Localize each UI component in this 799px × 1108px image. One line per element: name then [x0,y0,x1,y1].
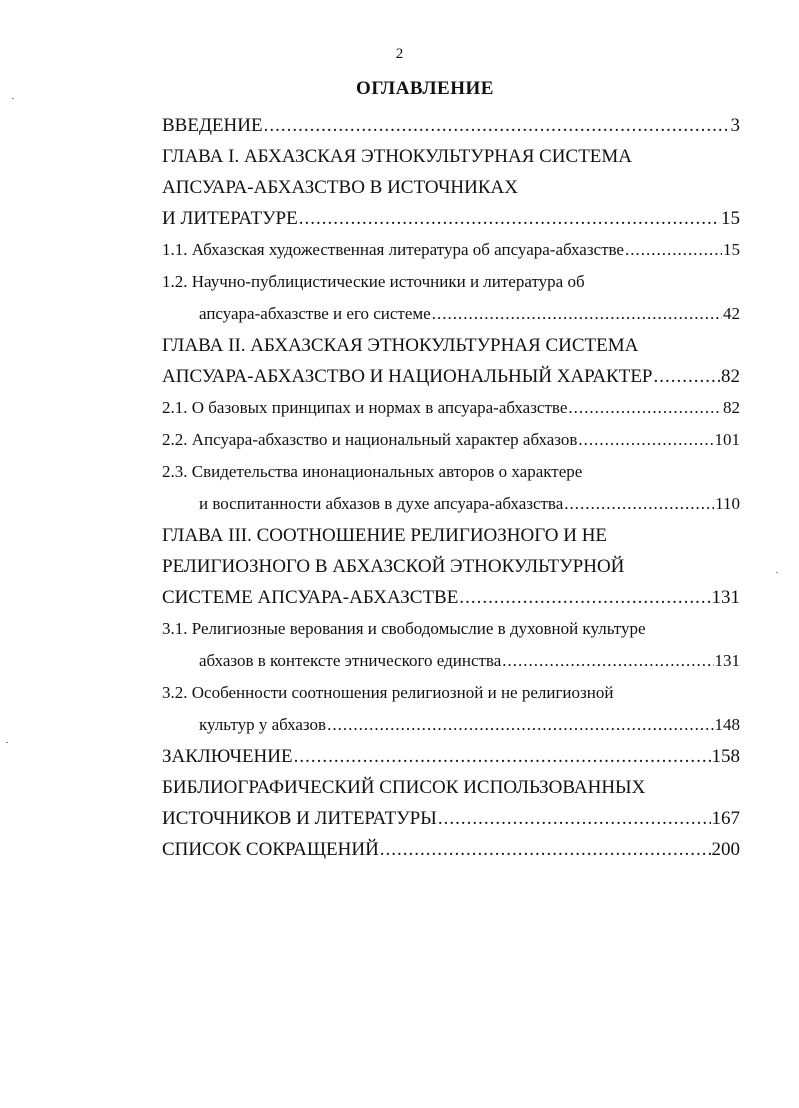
toc-entry-page: 82 [721,366,740,387]
toc-entry-page: 131 [711,587,740,608]
toc-entry-page: 167 [711,808,740,829]
toc-entry-text: АПСУАРА-АБХАЗСТВО И НАЦИОНАЛЬНЫЙ ХАРАКТЕР [162,366,653,387]
toc-entry [162,772,740,803]
toc-entry-text: ЗАКЛЮЧЕНИЕ [162,746,293,767]
toc-entry [162,709,740,741]
toc-entry [162,298,740,330]
toc-entry-page: 3 [730,115,740,136]
toc-entry-text: ВВЕДЕНИЕ [162,115,263,136]
scan-speck [6,742,8,743]
toc-entry-page: 15 [721,208,740,229]
toc-entry-text: СИСТЕМЕ АПСУАРА-АБХАЗСТВЕ [162,587,459,608]
toc-entry-text: БИБЛИОГРАФИЧЕСКИЙ СПИСОК ИСПОЛЬЗОВАННЫХ [162,777,646,798]
toc-entry [162,677,740,709]
dot-leader [654,361,721,392]
toc-entry-text: 3.2. Особенности соотношения религиозной и не религиозной [162,683,614,702]
toc-entry [162,803,740,834]
toc-entry [162,645,740,677]
toc-entry [162,392,740,424]
toc-entry-text: СПИСОК СОКРАЩЕНИЙ [162,839,379,860]
toc-entry [162,741,740,772]
toc-entry-text: 2.1. О базовых принципах и нормах в апсуара-абхазстве [162,398,568,417]
toc-entry [162,266,740,298]
dot-leader [568,392,722,424]
dot-leader [438,803,711,834]
toc-entry-text: ГЛАВА I. АБХАЗСКАЯ ЭТНОКУЛЬТУРНАЯ СИСТЕМА [162,146,633,167]
scan-speck [12,98,14,99]
toc-entry [162,424,740,456]
page-number: 2 [395,46,404,62]
toc-entry-page: 158 [711,746,740,767]
dot-leader [564,488,714,520]
toc-entry-text: 2.3. Свидетельства инонациональных авторов о характере [162,462,583,481]
dot-leader [294,741,711,772]
toc-entry-page: 110 [715,494,740,513]
toc-entry [162,361,740,392]
toc-entry [162,520,740,551]
table-of-contents [162,110,740,865]
page-title: ОГЛАВЛЕНИЕ [356,78,494,99]
toc-entry [162,110,740,141]
dot-leader [327,709,713,741]
dot-leader [380,834,711,865]
toc-entry-text: ГЛАВА III. СООТНОШЕНИЕ РЕЛИГИОЗНОГО И НЕ [162,525,608,546]
toc-entry [162,551,740,582]
toc-entry-text: абхазов в контексте этнического единства [199,651,502,670]
toc-entry-text: 1.1. Абхазская художественная литература об апсуара-абхазстве [162,240,624,259]
toc-entry-page: 15 [723,240,740,259]
toc-entry-page: 148 [714,715,740,734]
toc-entry [162,582,740,613]
toc-entry-text: 2.2. Апсуара-абхазство и национальный характер абхазов [162,430,578,449]
toc-entry [162,203,740,234]
dot-leader [264,110,730,141]
toc-entry-text: 3.1. Религиозные верования и свободомыслие в духовной культуре [162,619,646,638]
toc-entry-page: 42 [723,304,740,323]
toc-entry [162,141,740,172]
toc-entry [162,456,740,488]
toc-entry-text: РЕЛИГИОЗНОГО В АБХАЗСКОЙ ЭТНОКУЛЬТУРНОЙ [162,556,625,577]
toc-entry-text: 1.2. Научно-публицистические источники и литература об [162,272,585,291]
toc-entry-text: ИСТОЧНИКОВ И ЛИТЕРАТУРЫ [162,808,437,829]
toc-entry [162,834,740,865]
toc-entry-page: 200 [711,839,740,860]
dot-leader [459,582,710,613]
toc-entry [162,613,740,645]
toc-entry [162,330,740,361]
toc-entry-page: 82 [723,398,740,417]
dot-leader [502,645,713,677]
toc-entry-text: АПСУАРА-АБХАЗСТВО В ИСТОЧНИКАХ [162,177,518,198]
toc-entry [162,488,740,520]
toc-entry [162,172,740,203]
dot-leader [432,298,722,330]
toc-entry-text: ГЛАВА II. АБХАЗСКАЯ ЭТНОКУЛЬТУРНАЯ СИСТЕМА [162,335,639,356]
toc-entry [162,234,740,266]
scan-speck [776,572,778,573]
dot-leader [578,424,713,456]
toc-entry-text: и воспитанности абхазов в духе апсуара-абхазства [199,494,564,513]
dot-leader [625,234,722,266]
toc-entry-text: И ЛИТЕРАТУРЕ [162,208,298,229]
toc-entry-page: 101 [714,430,740,449]
toc-entry-text: апсуара-абхазстве и его системе [199,304,431,323]
dot-leader [299,203,720,234]
toc-entry-page: 131 [714,651,740,670]
toc-entry-text: культур у абхазов [199,715,327,734]
